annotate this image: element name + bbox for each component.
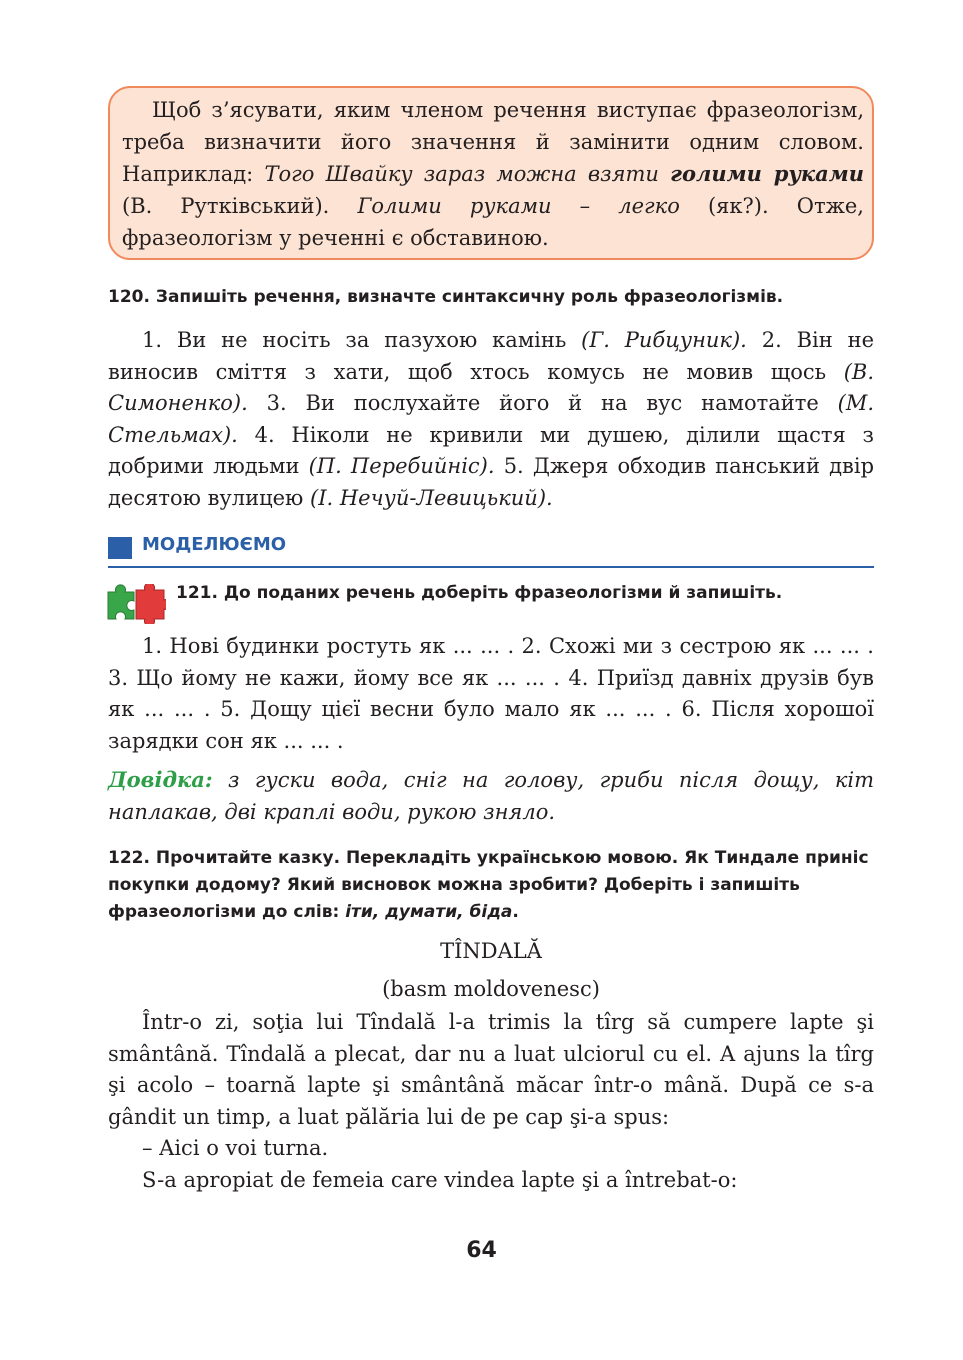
section-header (108, 532, 874, 568)
section-square-icon (108, 537, 132, 559)
hint-label: Довідка: (108, 767, 213, 792)
rule-text: Щоб з’ясувати, яким членом речення виступає фразеологізм, треба визначити його значення й замінити одним словом. Наприклад: Того Швайку зараз можна взяти голими руками (В. Рутківський). Голими руками – легко (як?). Отже, фразеологізм у реченні є обставиною. (122, 98, 864, 250)
page-number: 64 (466, 1238, 497, 1263)
task-121-hint: Довідка: з гуски вода, сніг на голову, гриби після дощу, кіт наплакав, дві краплі води, рукою зняло. (108, 767, 874, 824)
story-title: TÎNDALĂ (440, 939, 542, 963)
puzzle-icon (106, 584, 166, 624)
task-120-title: 120. Запишіть речення, визначте синтаксичну роль фразеологізмів. (108, 287, 784, 307)
section-title: МОДЕЛЮЄМО (142, 534, 287, 555)
task-120-text: 1. Ви не носіть за пазухою камінь (Г. Рибцуник). 2. Він не виносив сміття з хати, щоб хтось комусь не мовив щось (В. Симоненко). 3. Ви послухайте його й на вус намотайте (М. Стельмах). 4. Ніколи не кривили ми душею, ділили щастя з добрими людьми (П. Перебийніс). 5. Джеря обходив панський двір десятою вулицею (І. Нечуй-Левицький). (108, 328, 875, 510)
task-121-text: 1. Нові будинки ростуть як ... ... . 2. Схожі ми з сестрою як ... ... . 3. Що йому не кажи, йому все як ... ... . 4. Приїзд давніх друзів був як ... ... . 5. Дощу цієї весни було мало як ... ... . 6. Після хорошої зарядки сон як ... ... . (108, 634, 874, 753)
task-122-title: 122. Прочитайте казку. Перекладіть українською мовою. Як Тиндале приніс покупки додому? Який висновок можна зробити? Доберіть і запишіть фразеологізми до слів: іти, думати, біда. (108, 848, 869, 922)
story-subtitle: (basm moldovenesc) (382, 977, 600, 1001)
task-121-title: 121. До поданих речень доберіть фразеологізми й запишіть. (176, 583, 783, 603)
rule-box (108, 86, 874, 260)
story-text: Într-o zi, soţia lui Tîndală l-a trimis la tîrg să cumpere lapte şi smântână. Tîndală a plecat, dar nu a luat ulciorul cu el. A ajuns la tîrg şi acolo – toarnă lapte şi smântână măcar într-o mână. După ce s-a gândit un timp, a luat pălăria lui de pe cap şi-a spus: – Aici o voi turna. S-a apropiat de femeia care vindea lapte şi a întrebat-o: (108, 1010, 874, 1192)
